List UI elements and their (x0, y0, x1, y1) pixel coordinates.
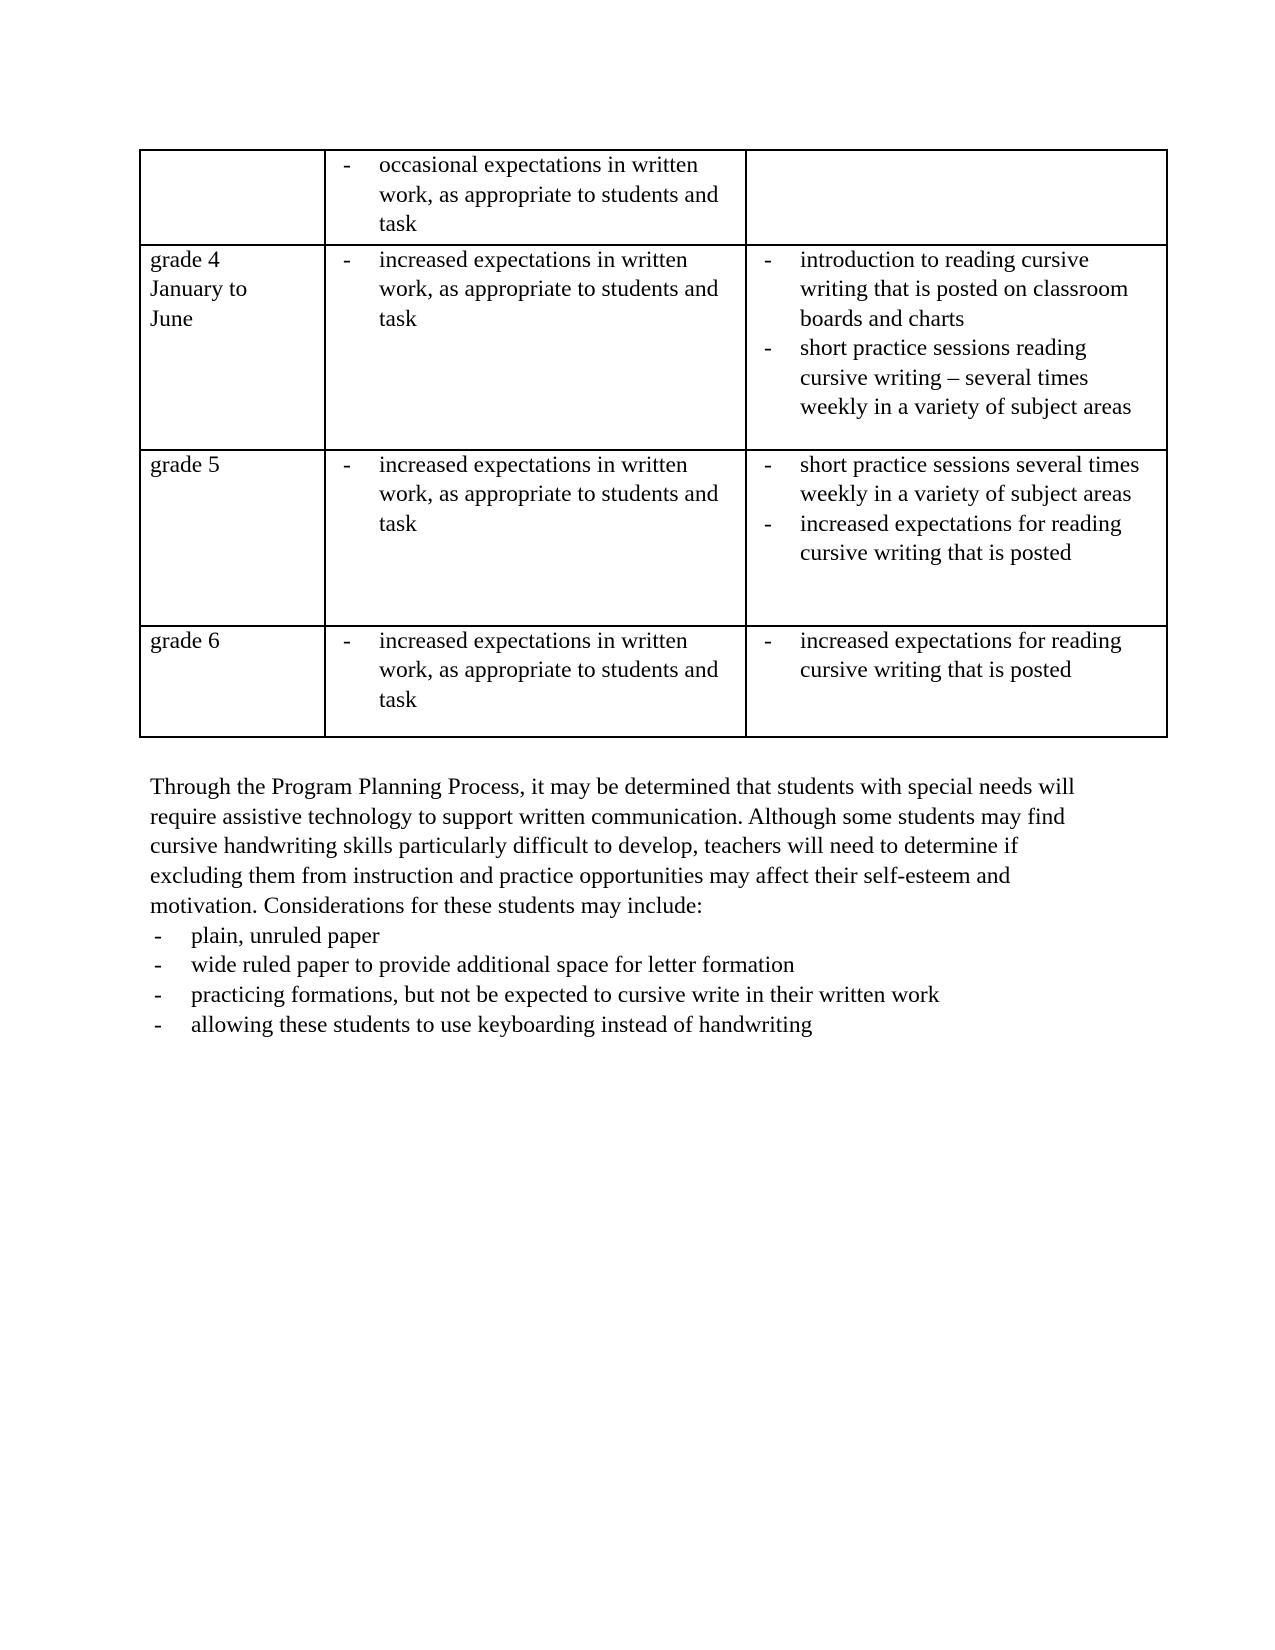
list-item: - occasional expectations in written work, as appropriate to students and task (343, 152, 719, 237)
reading-cell (746, 626, 1167, 737)
dash-bullet: - (764, 627, 772, 654)
dash-bullet: - (764, 510, 772, 537)
list-item: - plain, unruled paper (150, 922, 1110, 952)
dash-bullet: - (154, 981, 162, 1008)
written-work-cell (325, 450, 746, 626)
table-row (140, 626, 1167, 737)
dash-bullet: - (764, 335, 772, 361)
dash-bullet: - (343, 152, 351, 178)
grade-cell: grade 6 (140, 626, 325, 737)
grade-cell: grade 5 (140, 450, 325, 626)
table-row (140, 450, 1167, 626)
list-item: - increased expectations in written work, as appropriate to students and task (343, 451, 719, 537)
list-item: - increased expectations for reading cursive writing that is posted (764, 510, 1122, 566)
list-item: - short practice sessions reading cursive writing – several times weekly in a variety of subject areas (764, 335, 1132, 420)
written-work-cell (325, 626, 746, 737)
dash-bullet: - (154, 922, 162, 949)
list-item: - introduction to reading cursive writing that is posted on classroom boards and charts (764, 246, 1129, 332)
list-item: - allowing these students to use keyboarding instead of handwriting (150, 1011, 1110, 1041)
dash-bullet: - (154, 1011, 162, 1038)
written-work-cell (325, 245, 746, 450)
list-item: - practicing formations, but not be expected to cursive write in their written work (150, 981, 1110, 1011)
considerations-list (150, 922, 1110, 1041)
dash-bullet: - (764, 451, 772, 478)
table-row (140, 245, 1167, 450)
reading-cell (746, 150, 1167, 245)
grade-cell (140, 150, 325, 245)
dash-bullet: - (343, 451, 351, 478)
list-item: - increased expectations in written work, as appropriate to students and task (343, 627, 719, 713)
dash-bullet: - (764, 246, 772, 273)
grade-cell: grade 4 January to June (140, 245, 325, 450)
handwriting-expectations-table (139, 149, 1168, 738)
reading-cell (746, 245, 1167, 450)
dash-bullet: - (343, 246, 351, 273)
dash-bullet: - (343, 627, 351, 654)
dash-bullet: - (154, 952, 162, 979)
list-item: - increased expectations for reading cursive writing that is posted (764, 627, 1122, 683)
list-item: - wide ruled paper to provide additional space for letter formation (150, 951, 1110, 981)
list-item: - short practice sessions several times weekly in a variety of subject areas (764, 451, 1140, 507)
list-item: - increased expectations in written work, as appropriate to students and task (343, 246, 719, 332)
considerations-section (150, 773, 1110, 1040)
table-row (140, 150, 1167, 245)
body-paragraph: Through the Program Planning Process, it may be determined that students with special needs will require assistive technology to support written communication. Although some students may find cursive handwriting skills particularly difficult to develop, teachers will need to determine if excluding them from instruction and practice opportunities may affect their self-esteem and motivation. Considerations for these students may include: (150, 774, 1075, 919)
reading-cell (746, 450, 1167, 626)
written-work-cell (325, 150, 746, 245)
